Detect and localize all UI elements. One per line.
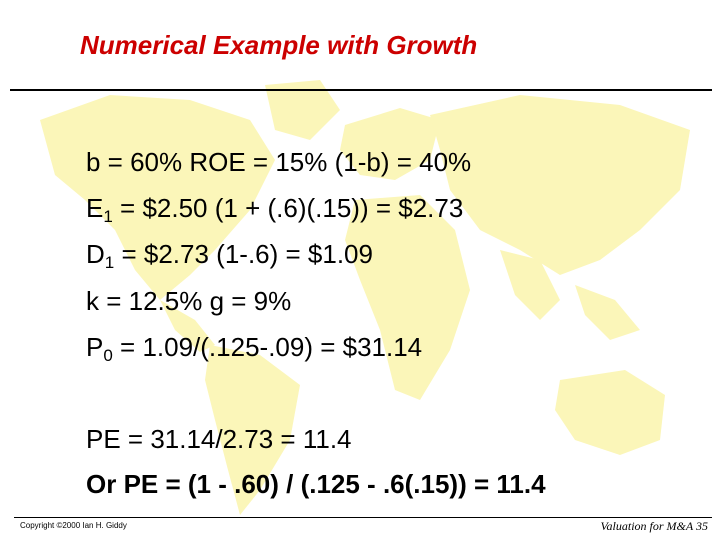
price-expression: = 1.09/(.125-.09) = $31.14: [112, 332, 423, 362]
line-pe-alternative: Or PE = (1 - .60) / (.125 - .6(.15)) = 11.4: [86, 469, 546, 499]
page-label: Valuation for M&A 35: [600, 519, 708, 533]
line-payout-roe: b = 60% ROE = 15% (1-b) = 40%: [86, 147, 472, 177]
dividend-expression: = $2.73 (1-.6) = $1.09: [114, 239, 373, 269]
copyright-text: Copyright ©2000 Ian H. Giddy: [20, 521, 127, 530]
line-pe: PE = 31.14/2.73 = 11.4: [86, 424, 352, 454]
dividend-symbol: D: [86, 239, 105, 269]
earnings-expression: = $2.50 (1 + (.6)(.15)) = $2.73: [112, 193, 464, 223]
price-subscript: 0: [103, 346, 113, 365]
line-k-g: k = 12.5% g = 9%: [86, 286, 292, 316]
earnings-symbol: E: [86, 193, 104, 223]
price-symbol: P: [86, 332, 104, 362]
line-dividend: [86, 239, 373, 272]
title-divider: [10, 89, 712, 91]
slide-title: Numerical Example with Growth: [80, 30, 478, 60]
earnings-subscript: 1: [103, 207, 113, 226]
line-earnings: [86, 193, 464, 226]
footer-divider: [14, 517, 712, 518]
dividend-subscript: 1: [104, 253, 115, 272]
line-price: [86, 332, 423, 365]
